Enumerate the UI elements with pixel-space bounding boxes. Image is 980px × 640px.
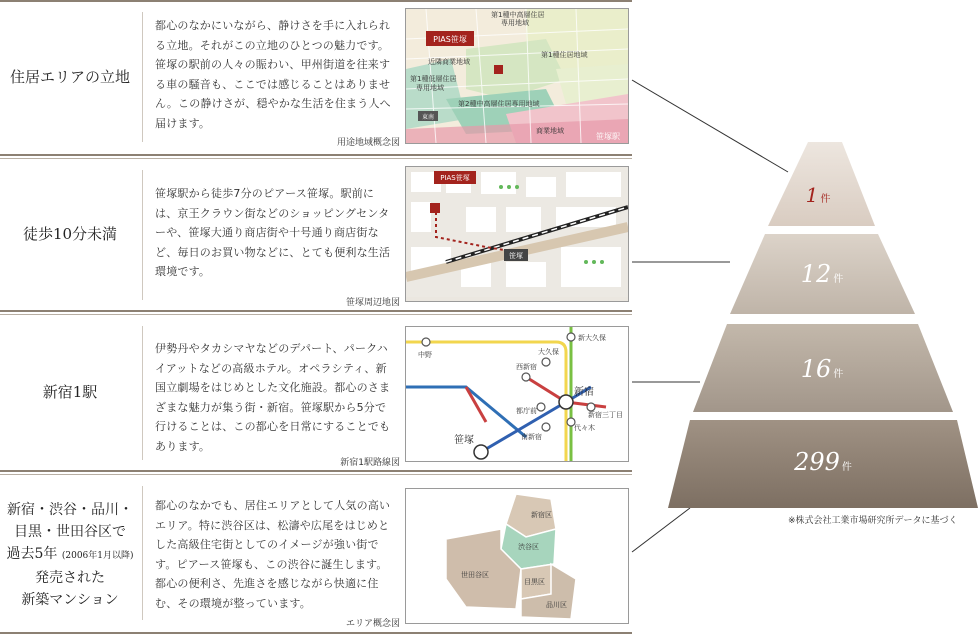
connector-line-1 bbox=[632, 80, 788, 172]
row-title: 住居エリアの立地 bbox=[9, 68, 130, 86]
svg-text:品川区: 品川区 bbox=[546, 601, 567, 609]
row-title: 新宿・渋谷・品川・ 目黒・世田谷区で 過去5年 (2006年1月以降) 発売された 新築マンション bbox=[6, 502, 134, 608]
pyramid-tier-2-label: 12 件 bbox=[800, 260, 844, 288]
svg-text:笹塚駅: 笹塚駅 bbox=[596, 132, 620, 141]
svg-text:新宿: 新宿 bbox=[574, 387, 594, 398]
svg-text:新宿区: 新宿区 bbox=[531, 511, 552, 519]
connector-line-4 bbox=[632, 508, 690, 552]
row-description: 都心のなかでも、居住エリアとして人気の高いエリア。特に渋谷区は、松濤や広尾をはじめとした高級住宅街としてのイメージが強い街です。ピアース笹塚も、この渋谷に誕生します。都心の便利さ、先進さを感じながら快適に住む、その環境が整っています。 bbox=[155, 499, 391, 610]
pyramid-tier-3-label: 16 件 bbox=[800, 355, 844, 383]
svg-text:近隣商業地域: 近隣商業地域 bbox=[428, 58, 470, 66]
station-label: 笹塚 bbox=[509, 252, 523, 260]
svg-text:新大久保: 新大久保 bbox=[578, 334, 606, 342]
svg-text:第1種住居地域: 第1種住居地域 bbox=[541, 51, 588, 59]
row-description: 笹塚駅から徒歩7分のピアース笹塚。駅前には、京王クラウン街などのショッピングセンターや、笹塚大通り商店街や十号通り商店街など、毎日のお買い物などに、とても便利な生活環境です。 bbox=[155, 187, 391, 278]
svg-text:都庁前: 都庁前 bbox=[516, 407, 537, 415]
svg-text:代々木: 代々木 bbox=[574, 424, 595, 432]
svg-text:第1種中高層住居: 第1種中高層住居 bbox=[491, 11, 545, 19]
map-caption: 笹塚周辺地図 bbox=[345, 298, 400, 308]
row-title: 徒歩10分未満 bbox=[22, 225, 118, 243]
svg-text:新宿三丁目: 新宿三丁目 bbox=[588, 411, 623, 419]
svg-text:南新宿: 南新宿 bbox=[521, 433, 542, 441]
svg-text:第2種中高層住居専用地域: 第2種中高層住居専用地域 bbox=[458, 100, 540, 108]
svg-text:第1種低層住居: 第1種低層住居 bbox=[410, 75, 457, 83]
svg-text:専用地域: 専用地域 bbox=[501, 19, 529, 27]
svg-text:渋谷区: 渋谷区 bbox=[518, 543, 539, 551]
pias-marker-label: PIAS笹塚 bbox=[433, 35, 467, 44]
svg-text:大久保: 大久保 bbox=[538, 348, 559, 356]
map-caption: エリア概念図 bbox=[345, 619, 400, 629]
svg-text:世田谷区: 世田谷区 bbox=[461, 571, 489, 579]
map-caption: 用途地域概念図 bbox=[336, 138, 400, 148]
svg-text:専用地域: 専用地域 bbox=[416, 84, 444, 92]
pyramid-tier-1-label: 1 件 bbox=[805, 183, 831, 207]
map-caption: 新宿1駅路線図 bbox=[340, 458, 400, 468]
row-description: 都心のなかにいながら、静けさを手に入れられる立地。それがこの立地のひとつの魅力です。笹塚の駅前の人々の賑わい、甲州街道を往来する車の騒音も、ここでは感じることはありません。この静けさが、穏やかな生活を住まう人へ届けます。 bbox=[155, 19, 391, 130]
svg-text:西新宿: 西新宿 bbox=[516, 363, 537, 371]
svg-text:目黒区: 目黒区 bbox=[524, 578, 545, 586]
pias-marker-label: PIAS笹塚 bbox=[440, 174, 470, 182]
svg-text:笹塚: 笹塚 bbox=[454, 435, 474, 446]
row-title: 新宿1駅 bbox=[42, 383, 98, 401]
svg-text:中野: 中野 bbox=[418, 351, 432, 359]
svg-text:商業地域: 商業地域 bbox=[536, 127, 564, 135]
pyramid-tier-4-label: 299 件 bbox=[794, 448, 852, 476]
svg-text:東南: 東南 bbox=[421, 114, 435, 121]
row-description: 伊勢丹やタカシマヤなどのデパート、パークハイアットなどの高級ホテル。オペラシティ、新国立劇場をはじめとした文化施設。都心のさまざまな魅力が集う街・新宿。笹塚駅から5分で行けることは、この都心を日常にすることでもあります。 bbox=[155, 342, 391, 453]
data-source-note: ※株式会社工業市場研究所データに基づく bbox=[788, 516, 958, 526]
